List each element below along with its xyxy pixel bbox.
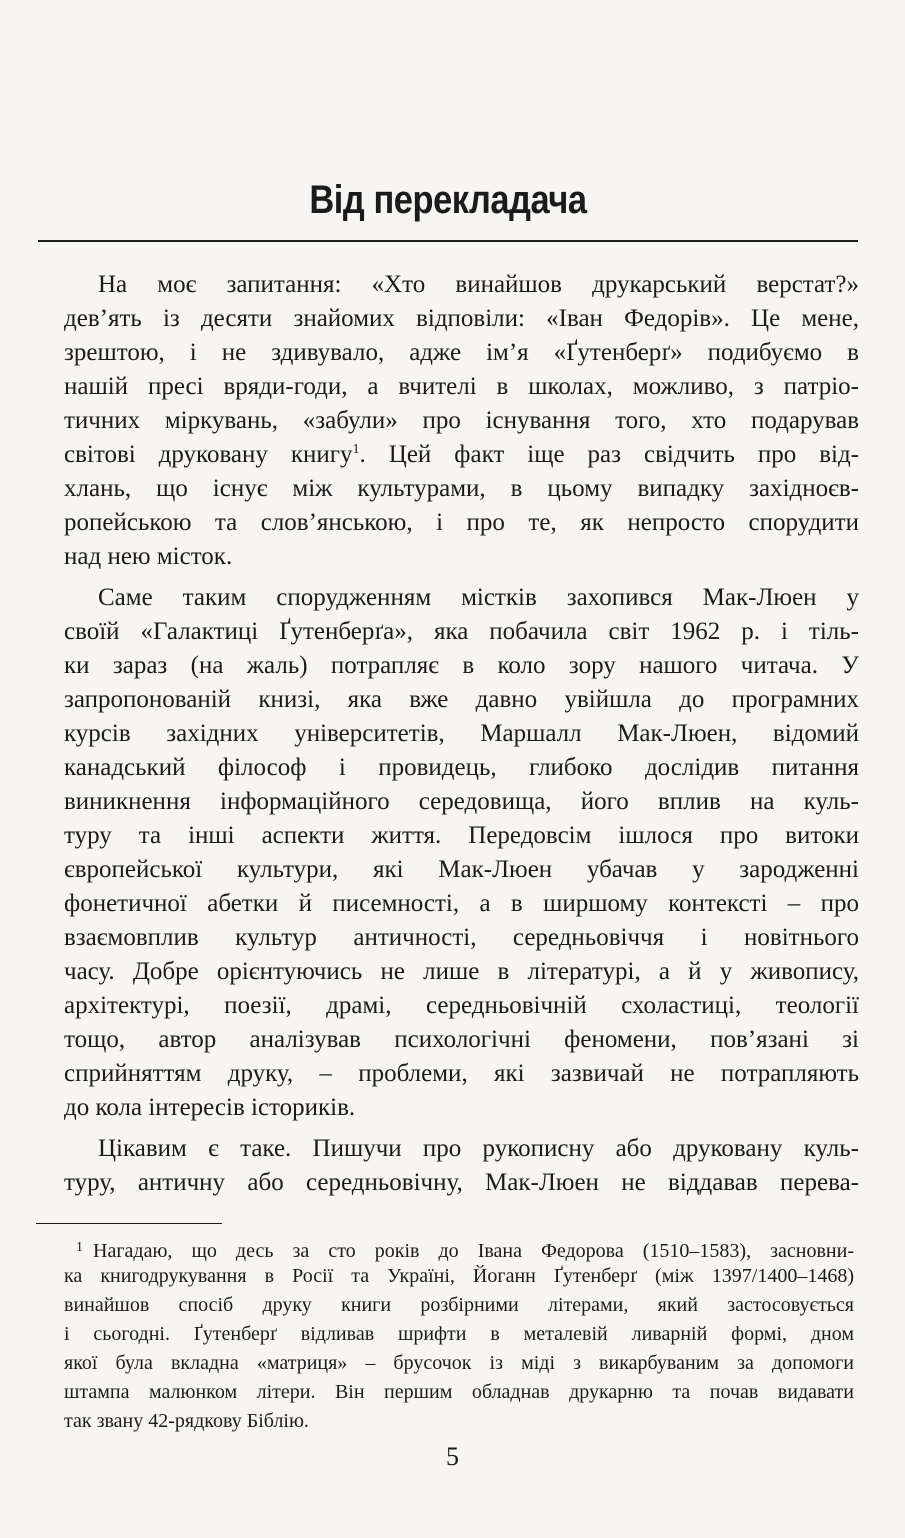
text-line: архітектурі, поезії, драмі, середньовічній схоластиці, теології — [64, 992, 859, 1019]
text-line: взаємовплив культур античності, середньовіччя і новітнього — [64, 924, 859, 951]
footnote-line — [64, 1233, 854, 1262]
text-line: тощо, автор аналізував психологічні феномени, пов’язані зі — [64, 1026, 859, 1053]
text-line: сприйняттям друку, – проблеми, які зазвичай не потрапляють — [64, 1060, 859, 1087]
text-line: ки зараз (на жаль) потрапляє в коло зору нашого читача. У — [64, 652, 859, 679]
text-line: канадський філософ і провидець, глибоко дослідив питання — [64, 754, 859, 781]
text-line: над нею місток. — [64, 543, 233, 570]
footnote-line: винайшов спосіб друку книги розбірними літерами, який застосовується — [64, 1294, 854, 1316]
text-line: ропейською та слов’янською, і про те, як непросто спорудити — [64, 509, 859, 536]
text-line: дев’ять із десяти знайомих відповіли: «Іван Федорів». Це мене, — [64, 305, 859, 332]
footnote-line: якої була вкладна «матриця» – брусочок із міді з викарбуваним за допомоги — [64, 1352, 854, 1374]
title-underline — [38, 240, 858, 242]
footnote-line: і сьогодні. Ґутенберґ відливав шрифти в металевій ливарній формі, дном — [64, 1323, 854, 1345]
text-line: На моє запитання: «Хто винайшов друкарський верстат?» — [98, 271, 859, 298]
footnote — [64, 1233, 854, 1436]
footnote-line: ка книгодрукування в Росії та Україні, Йоганн Ґутенберґ (між 1397/1400–1468) — [64, 1265, 854, 1287]
footnote-line: штампа малюнком літери. Він першим обладнав друкарню та почав видавати — [64, 1381, 854, 1403]
text-fragment: . Цей факт іще раз свідчить про від- — [359, 441, 859, 468]
text-line: нашій пресі вряди-годи, а вчителі в школах, можливо, з патріо- — [64, 373, 859, 400]
footnote-separator — [36, 1223, 222, 1224]
main-text — [64, 268, 859, 1200]
text-line: до кола інтересів істориків. — [64, 1094, 356, 1121]
page-number: 5 — [446, 1442, 459, 1471]
paragraph-gap — [64, 1125, 859, 1132]
text-line: хлань, що існує між культурами, в цьому випадку західноєв- — [64, 475, 859, 502]
page-title: Від перекладача — [309, 178, 587, 222]
footnote-marker: 1 — [352, 442, 360, 457]
footnote-number: 1 — [76, 1240, 83, 1255]
text-line: запропонованій книзі, яка вже давно увійшла до програмних — [64, 686, 859, 713]
text-fragment: світові друковану книгу — [64, 441, 353, 468]
text-line: Саме таким спорудженням містків захопився Мак-Люен у — [98, 584, 859, 611]
text-line: часу. Добре орієнтуючись не лише в літературі, а й у живопису, — [64, 958, 859, 985]
text-line: зрештою, і не здивувало, адже ім’я «Ґутенберґ» подибуємо в — [64, 339, 859, 366]
text-line: туру та інші аспекти життя. Передовсім ішлося про витоки — [64, 822, 859, 849]
footnote-text: Нагадаю, що десь за сто років до Івана Федорова (1510–1583), засновни- — [93, 1240, 854, 1262]
text-line: своїй «Галактиці Ґутенберґа», яка побачила світ 1962 р. і тіль- — [64, 618, 859, 645]
text-line: виникнення інформаційного середовища, його вплив на куль- — [64, 788, 859, 815]
text-line: європейської культури, які Мак-Люен убачав у зародженні — [64, 856, 859, 883]
footnote-line: так звану 42-рядкову Біблію. — [64, 1410, 309, 1432]
paragraph-gap — [64, 574, 859, 581]
text-line: фонетичної абетки й писемності, а в ширшому контексті – про — [64, 890, 859, 917]
text-line: тичних міркувань, «забули» про існування того, хто подарував — [64, 407, 859, 434]
text-line: Цікавим є таке. Пишучи про рукописну або друковану куль- — [98, 1135, 859, 1162]
text-line: курсів західних університетів, Маршалл Мак-Люен, відомий — [64, 720, 859, 747]
text-line: туру, античну або середньовічну, Мак-Люен не віддавав перева- — [64, 1169, 859, 1196]
text-line — [64, 438, 859, 472]
